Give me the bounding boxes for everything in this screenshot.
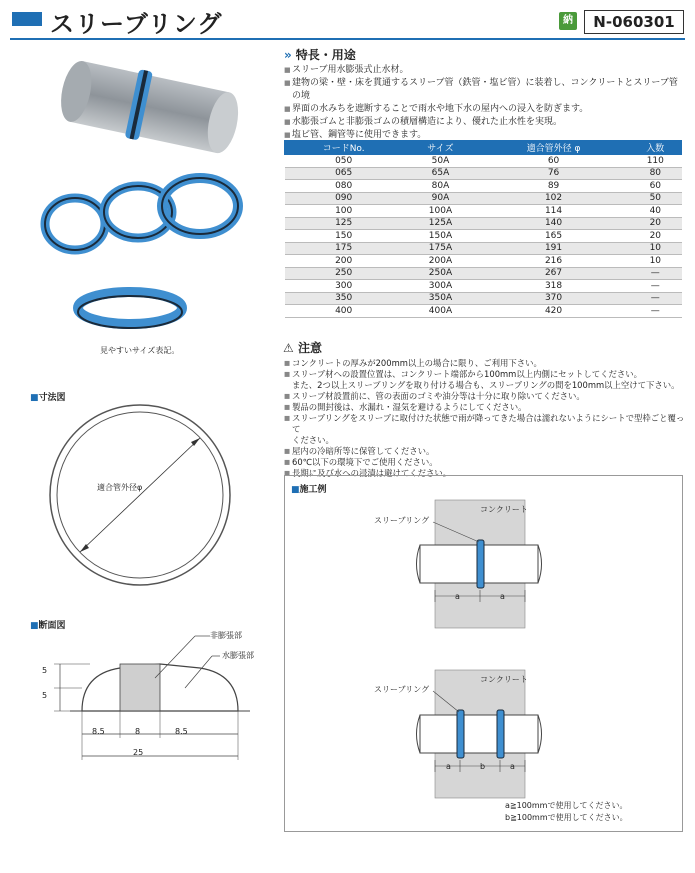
concrete-label-2: コンクリート (480, 675, 528, 684)
table-cell: 90A (403, 192, 478, 205)
col-code: コードNo. (285, 141, 403, 155)
table-cell: 216 (478, 255, 629, 268)
dim-a-1: a (455, 592, 460, 601)
table-cell: — (629, 305, 681, 318)
construction-title: ■施工例 (291, 485, 327, 495)
caution-item: ■ 長期に及び水への浸漬は避けてください。 (284, 468, 689, 479)
caution-item: ■ コンクリートの厚みが200mm以上の場合に限り、ご利用下さい。 (284, 358, 689, 369)
spec-table (284, 140, 682, 318)
caution-item-cont: ください。 (292, 435, 334, 445)
feature-item-cont: ■ 界面の水みちを遮断することで雨水や地下水の屋内への浸入を防ぎます。 (284, 103, 684, 116)
table-cell: 50A (403, 155, 478, 168)
table-cell: 140 (478, 217, 629, 230)
table-row (285, 192, 682, 205)
table-cell: 370 (478, 292, 629, 305)
table-cell: 60 (629, 180, 681, 193)
col-diameter: 適合管外径 φ (478, 141, 629, 155)
dim-mid: 8 (135, 727, 141, 736)
table-row (285, 180, 682, 193)
dim-right: 8.5 (175, 727, 188, 736)
table-row (285, 267, 682, 280)
table-cell: 65A (403, 167, 478, 180)
table-cell: 76 (478, 167, 629, 180)
table-cell: 318 (478, 280, 629, 293)
delivery-badge: 納 (559, 12, 577, 30)
table-header-row (285, 141, 682, 155)
table-cell: 20 (629, 230, 681, 243)
table-row (285, 167, 682, 180)
table-cell: 10 (629, 242, 681, 255)
construction-diagram (285, 490, 681, 805)
table-cell: 350A (403, 292, 478, 305)
dim-a-4: a (510, 762, 515, 771)
caution-item: ■ スリーブリングをスリーブに取付けた状態で雨が降ってきた場合は濡れないようにシートで型枠ごと覆って (284, 413, 689, 435)
table-cell: 150A (403, 230, 478, 243)
table-row (285, 205, 682, 218)
dimension-diagram (40, 400, 240, 590)
feature-item: ■ 塩ビ管、鋼管等に使用できます。 (284, 129, 684, 142)
table-cell: 60 (478, 155, 629, 168)
caution-item: ■ スリーブ材設置前に、管の表面のゴミや油分等は十分に取り除いてください。 (284, 391, 689, 402)
table-cell: — (629, 280, 681, 293)
ring-label-1: スリーブリング (374, 516, 430, 525)
table-cell: 100A (403, 205, 478, 218)
table-cell: 175A (403, 242, 478, 255)
label-non-swelling: 非膨張部 (210, 631, 242, 640)
table-cell: 090 (285, 192, 403, 205)
dim-left: 8.5 (92, 727, 105, 736)
product-photo (20, 44, 260, 344)
diameter-label: 適合管外径φ (97, 483, 143, 492)
table-row (285, 292, 682, 305)
table-cell: 300 (285, 280, 403, 293)
warning-icon: ⚠ (283, 341, 294, 355)
page-title: スリーブリング (50, 10, 223, 38)
dim-a-2: a (500, 592, 505, 601)
caution-item: ■ スリーブ材への設置位置は、コンクリート端部から100mm以上内側にセットしてください。 (284, 369, 689, 380)
chevron-right-icon: » (284, 48, 292, 62)
table-cell: 10 (629, 255, 681, 268)
note-a: a≧100mmで使用してください。 (505, 801, 628, 810)
col-qty: 入数 (629, 141, 681, 155)
table-row (285, 242, 682, 255)
feature-item: ■ スリーブ用水膨張式止水材。 (284, 64, 684, 77)
caution-item: ■ 60℃以下の環境下でご使用ください。 (284, 457, 689, 468)
feature-item: ■ 水膨張ゴムと非膨張ゴムの積層構造により、優れた止水性を実現。 (284, 116, 684, 129)
features-title: » 特長・用途 (284, 48, 356, 62)
caution-item: ■ 屋内の冷暗所等に保管してください。 (284, 446, 689, 457)
table-row (285, 155, 682, 168)
table-cell: 350 (285, 292, 403, 305)
features-list (284, 64, 684, 142)
table-cell: 200 (285, 255, 403, 268)
table-cell: 267 (478, 267, 629, 280)
table-cell: 150 (285, 230, 403, 243)
table-cell: 065 (285, 167, 403, 180)
dim-total: 25 (133, 748, 144, 757)
photo-caption: 見やすいサイズ表記。 (100, 346, 180, 355)
table-cell: 200A (403, 255, 478, 268)
table-cell: 89 (478, 180, 629, 193)
table-cell: 400A (403, 305, 478, 318)
table-cell: 40 (629, 205, 681, 218)
table-cell: 420 (478, 305, 629, 318)
feature-item: ■ 建物の梁・壁・床を貫通するスリーブ管（鉄管・塩ビ管）に装着し、コンクリートとスリーブ管の境 (284, 77, 684, 103)
table-cell: 50 (629, 192, 681, 205)
caution-title: ⚠ 注意 (283, 341, 322, 355)
table-cell: 050 (285, 155, 403, 168)
section-title: ■断面図 (30, 621, 66, 631)
table-cell: 20 (629, 217, 681, 230)
table-row (285, 280, 682, 293)
table-cell: 110 (629, 155, 681, 168)
caution-list (284, 358, 689, 479)
table-cell: 80 (629, 167, 681, 180)
table-cell: 080 (285, 180, 403, 193)
title-accent-bar (12, 12, 42, 26)
table-cell: 250A (403, 267, 478, 280)
dim-a-3: a (446, 762, 451, 771)
table-cell: 102 (478, 192, 629, 205)
table-cell: 400 (285, 305, 403, 318)
construction-notes (505, 800, 628, 824)
dim-b: b (480, 762, 486, 771)
table-cell: 175 (285, 242, 403, 255)
caution-item-cont: また、2つ以上スリーブリングを取り付ける場合も、スリーブリングの間を100mm以上空けて下さい。 (292, 380, 680, 390)
table-cell: 300A (403, 280, 478, 293)
concrete-label-1: コンクリート (480, 505, 528, 514)
header-rule (10, 38, 685, 40)
table-cell: 165 (478, 230, 629, 243)
label-swelling: 水膨張部 (222, 651, 254, 660)
caution-item: ■ 製品の開封後は、水漏れ・湿気を避けるようにしてください。 (284, 402, 689, 413)
table-row (285, 255, 682, 268)
table-cell: 250 (285, 267, 403, 280)
table-row (285, 305, 682, 318)
table-cell: 80A (403, 180, 478, 193)
table-cell: 125A (403, 217, 478, 230)
section-diagram (30, 626, 280, 776)
table-cell: 114 (478, 205, 629, 218)
table-row (285, 230, 682, 243)
dimension-title: ■寸法図 (30, 393, 66, 403)
dim-h2: 5 (42, 691, 48, 700)
note-b: b≧100mmで使用してください。 (505, 813, 628, 822)
table-cell: 191 (478, 242, 629, 255)
table-cell: — (629, 267, 681, 280)
table-cell: 125 (285, 217, 403, 230)
ring-label-2: スリーブリング (374, 685, 430, 694)
col-size: サイズ (403, 141, 478, 155)
dim-h1: 5 (42, 666, 48, 675)
product-code: N-060301 (584, 10, 684, 34)
table-row (285, 217, 682, 230)
table-cell: 100 (285, 205, 403, 218)
table-cell: — (629, 292, 681, 305)
